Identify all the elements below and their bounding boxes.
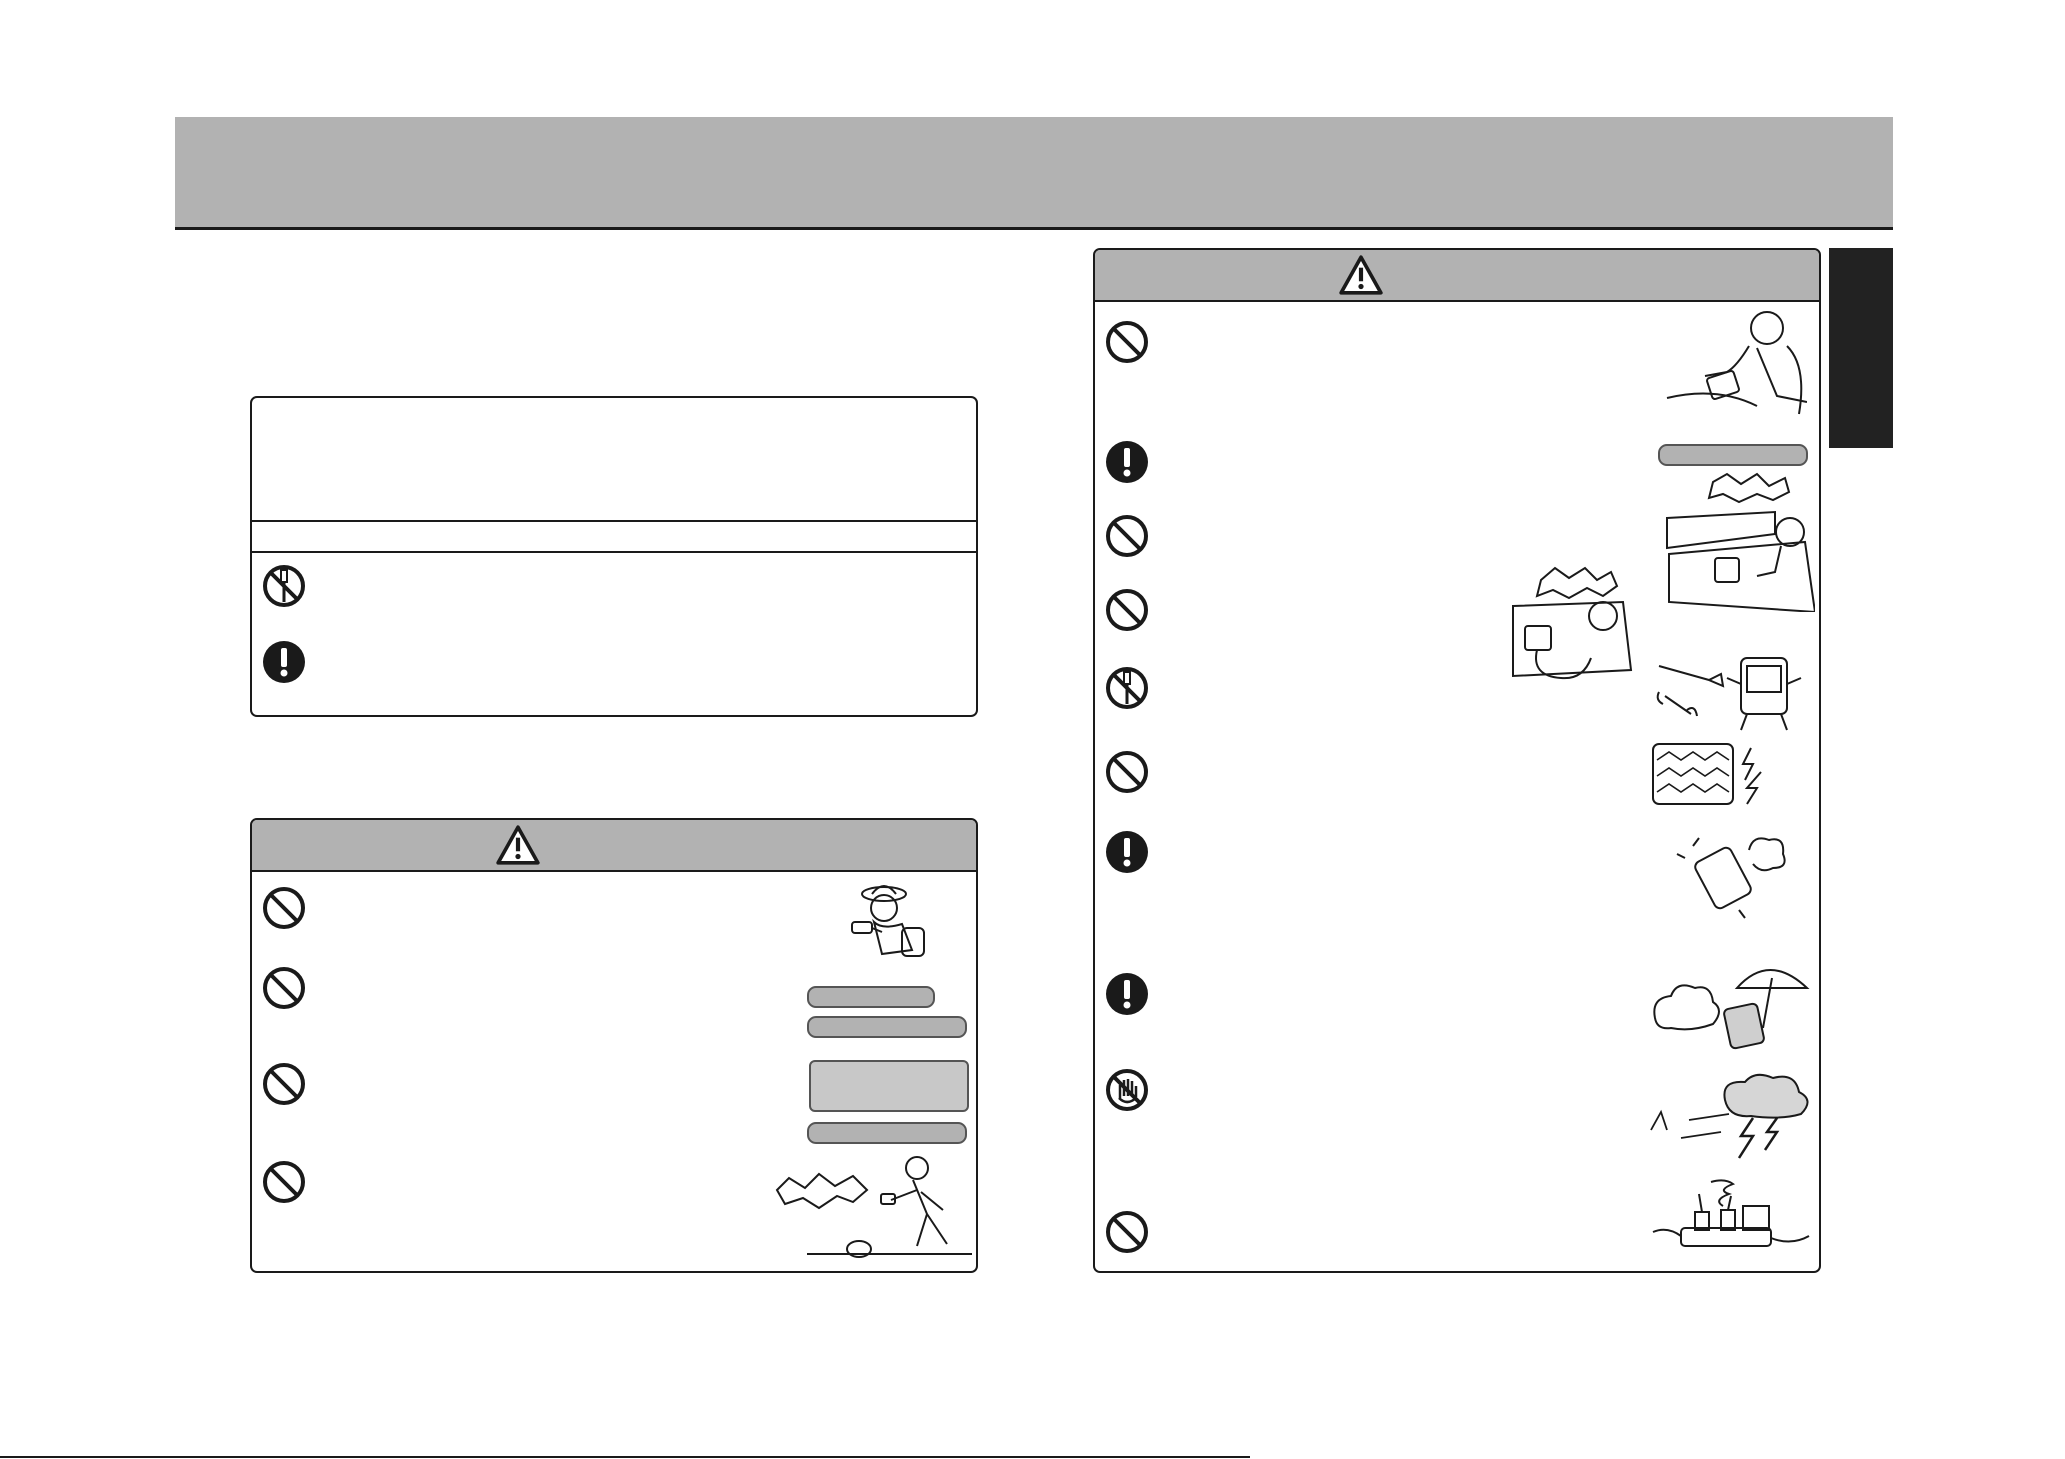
walking-user-illustration: [842, 880, 932, 972]
prohibited-icon: [1105, 514, 1149, 558]
label-box: [809, 1060, 969, 1112]
chapter-tab: [1829, 248, 1893, 448]
tripping-user-illustration: [767, 1150, 977, 1265]
cable-driving-illustration: [1511, 566, 1636, 691]
warning-triangle-icon: [495, 824, 541, 866]
no-disassembly-icon: [262, 564, 306, 608]
interference-illustration: [1651, 742, 1771, 812]
prohibited-icon: [1105, 1210, 1149, 1254]
exclamation-icon: [262, 640, 306, 684]
prohibited-icon: [1105, 320, 1149, 364]
dropped-device-illustration: [1669, 830, 1789, 920]
label-pill: [807, 1016, 967, 1038]
prohibited-icon: [262, 886, 306, 930]
page-header-band: [175, 117, 1893, 230]
legend-divider-bottom: [252, 551, 976, 553]
no-disassembly-icon: [1105, 666, 1149, 710]
caution-panel-left-header: [252, 820, 976, 872]
thunderstorm-illustration: [1641, 1070, 1816, 1165]
power-strip-illustration: [1651, 1176, 1811, 1266]
rain-umbrella-illustration: [1651, 958, 1811, 1058]
prohibited-icon: [262, 966, 306, 1010]
exclamation-icon: [1105, 440, 1149, 484]
caution-panel-right-header: [1095, 250, 1819, 302]
footer-rule: [0, 1456, 1250, 1458]
caution-panel-right: [1093, 248, 1821, 1273]
driver-operating-illustration: [1657, 306, 1807, 416]
prohibited-icon: [1105, 750, 1149, 794]
driving-car-illustration: [1665, 472, 1815, 612]
tools-device-illustration: [1651, 644, 1811, 744]
legend-divider-top: [252, 520, 976, 522]
warning-triangle-icon: [1338, 254, 1384, 296]
no-touch-icon: [1105, 1068, 1149, 1112]
label-pill: [807, 986, 935, 1008]
prohibited-icon: [262, 1160, 306, 1204]
exclamation-icon: [1105, 830, 1149, 874]
symbol-legend-panel: [250, 396, 978, 717]
exclamation-icon: [1105, 972, 1149, 1016]
label-pill: [1658, 444, 1808, 466]
prohibited-icon: [1105, 588, 1149, 632]
prohibited-icon: [262, 1062, 306, 1106]
label-pill: [807, 1122, 967, 1144]
caution-panel-left: [250, 818, 978, 1273]
